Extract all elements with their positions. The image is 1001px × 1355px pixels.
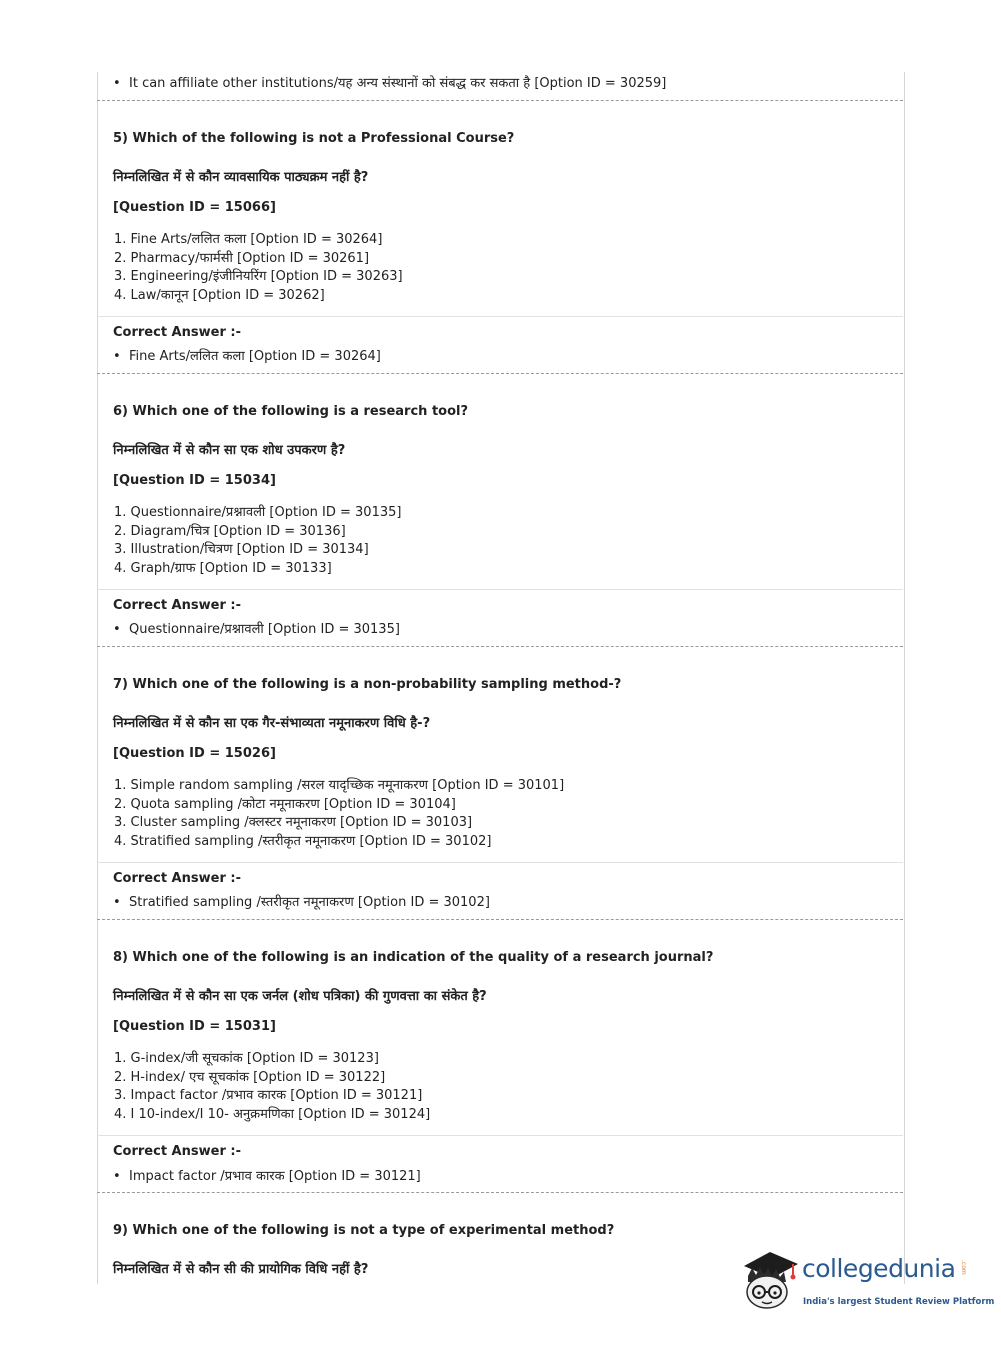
- q6-hindi: निम्नलिखित में से कौन सा एक शोध उपकरण है?: [113, 443, 346, 458]
- q7-option: 4. Stratified sampling /स्तरीकृत नमूनाकरण [Option ID = 30102]: [114, 833, 492, 849]
- q7-question-id: [Question ID = 15026]: [113, 746, 276, 761]
- answer-separator: [97, 589, 903, 590]
- q6-question: 6) Which one of the following is a research tool?: [113, 404, 469, 419]
- q5-option: 2. Pharmacy/फार्मसी [Option ID = 30261]: [114, 250, 370, 266]
- q6-answer-label: Correct Answer :-: [113, 598, 241, 613]
- answer-separator: [97, 862, 903, 863]
- q5-answer: • Fine Arts/ललित कला [Option ID = 30264]: [113, 349, 381, 364]
- section-divider: [97, 100, 903, 101]
- q7-option: 3. Cluster sampling /क्लस्टर नमूनाकरण [Option ID = 30103]: [114, 815, 473, 831]
- collegedunia-logo: [740, 1248, 995, 1312]
- q9-hindi: निम्नलिखित में से कौन सी की प्रायोगिक विधि नहीं है?: [113, 1262, 369, 1277]
- q7-option-list: [114, 777, 564, 851]
- q9-question: 9) Which one of the following is not a type of experimental method?: [113, 1223, 615, 1238]
- q5-option: 4. Law/कानून [Option ID = 30262]: [114, 287, 325, 303]
- q8-option: 3. Impact factor /प्रभाव कारक [Option ID = 30121]: [114, 1088, 423, 1104]
- q6-option: 4. Graph/ग्राफ [Option ID = 30133]: [114, 560, 332, 576]
- section-divider: [97, 646, 903, 647]
- q5-option: 1. Fine Arts/ललित कला [Option ID = 30264]: [114, 232, 383, 247]
- q8-question-id: [Question ID = 15031]: [113, 1019, 276, 1034]
- answer-separator: [97, 1135, 903, 1136]
- section-divider: [97, 373, 903, 374]
- q6-option: 2. Diagram/चित्र [Option ID = 30136]: [114, 523, 346, 539]
- answer-separator: [97, 316, 903, 317]
- brand-name: collegedunia: [802, 1254, 956, 1283]
- q6-option: 1. Questionnaire/प्रश्नावली [Option ID = 30135]: [114, 505, 402, 520]
- q6-question-id: [Question ID = 15034]: [113, 473, 276, 488]
- q5-question-id: [Question ID = 15066]: [113, 200, 276, 215]
- q7-answer-label: Correct Answer :-: [113, 871, 241, 886]
- q5-option: 3. Engineering/इंजीनियरिंग [Option ID = 30263]: [114, 269, 403, 285]
- previous-option-text: It can affiliate other institutions/यह अन्य संस्थानों को संबद्ध कर सकता है [Option ID = 30259]: [129, 76, 667, 91]
- q6-option-list: [114, 504, 401, 578]
- q6-answer: • Questionnaire/प्रश्नावली [Option ID = 30135]: [113, 622, 400, 637]
- q8-hindi: निम्नलिखित में से कौन सा एक जर्नल (शोध पत्रिका) की गुणवत्ता का संकेत है?: [113, 989, 487, 1004]
- q5-option-list: [114, 231, 403, 305]
- section-divider: [97, 1192, 903, 1193]
- q6-answer-text: Questionnaire/प्रश्नावली [Option ID = 30135]: [129, 622, 400, 637]
- mascot-icon: [740, 1248, 802, 1312]
- section-divider: [97, 919, 903, 920]
- q8-answer-text: Impact factor /प्रभाव कारक [Option ID = 30121]: [129, 1169, 421, 1184]
- q8-option: 1. G-index/जी सूचकांक [Option ID = 30123]: [114, 1051, 379, 1066]
- brand-tagline: India's largest Student Review Platform: [803, 1297, 995, 1307]
- previous-answer-bullet: • It can affiliate other institutions/यह अन्य संस्थानों को संबद्ध कर सकता है [Option ID = 30259]: [113, 76, 667, 91]
- q7-option: 2. Quota sampling /कोटा नमूनाकरण [Option ID = 30104]: [114, 796, 456, 812]
- q5-question: 5) Which of the following is not a Professional Course?: [113, 131, 515, 146]
- q8-answer: • Impact factor /प्रभाव कारक [Option ID = 30121]: [113, 1169, 421, 1184]
- q7-option: 1. Simple random sampling /सरल यादृच्छिक नमूनाकरण [Option ID = 30101]: [114, 778, 565, 793]
- q7-answer-text: Stratified sampling /स्तरीकृत नमूनाकरण [Option ID = 30102]: [129, 895, 490, 910]
- q5-answer-text: Fine Arts/ललित कला [Option ID = 30264]: [129, 349, 381, 364]
- q5-hindi: निम्नलिखित में से कौन व्यावसायिक पाठ्यक्रम नहीं है?: [113, 170, 369, 185]
- q8-option-list: [114, 1050, 430, 1124]
- q5-answer-label: Correct Answer :-: [113, 325, 241, 340]
- q8-answer-label: Correct Answer :-: [113, 1144, 241, 1159]
- q7-question: 7) Which one of the following is a non-probability sampling method-?: [113, 677, 622, 692]
- q7-answer: • Stratified sampling /स्तरीकृत नमूनाकरण [Option ID = 30102]: [113, 895, 490, 910]
- q7-hindi: निम्नलिखित में से कौन सा एक गैर-संभाव्यता नमूनाकरण विधि है-?: [113, 716, 431, 731]
- q6-option: 3. Illustration/चित्रण [Option ID = 30134]: [114, 542, 369, 558]
- brand-suffix: .com: [960, 1260, 967, 1275]
- q8-option: 4. I 10-index/I 10- अनुक्रमणिका [Option ID = 30124]: [114, 1106, 431, 1122]
- q8-question: 8) Which one of the following is an indication of the quality of a research journal?: [113, 950, 714, 965]
- q8-option: 2. H-index/ एच सूचकांक [Option ID = 30122]: [114, 1069, 386, 1085]
